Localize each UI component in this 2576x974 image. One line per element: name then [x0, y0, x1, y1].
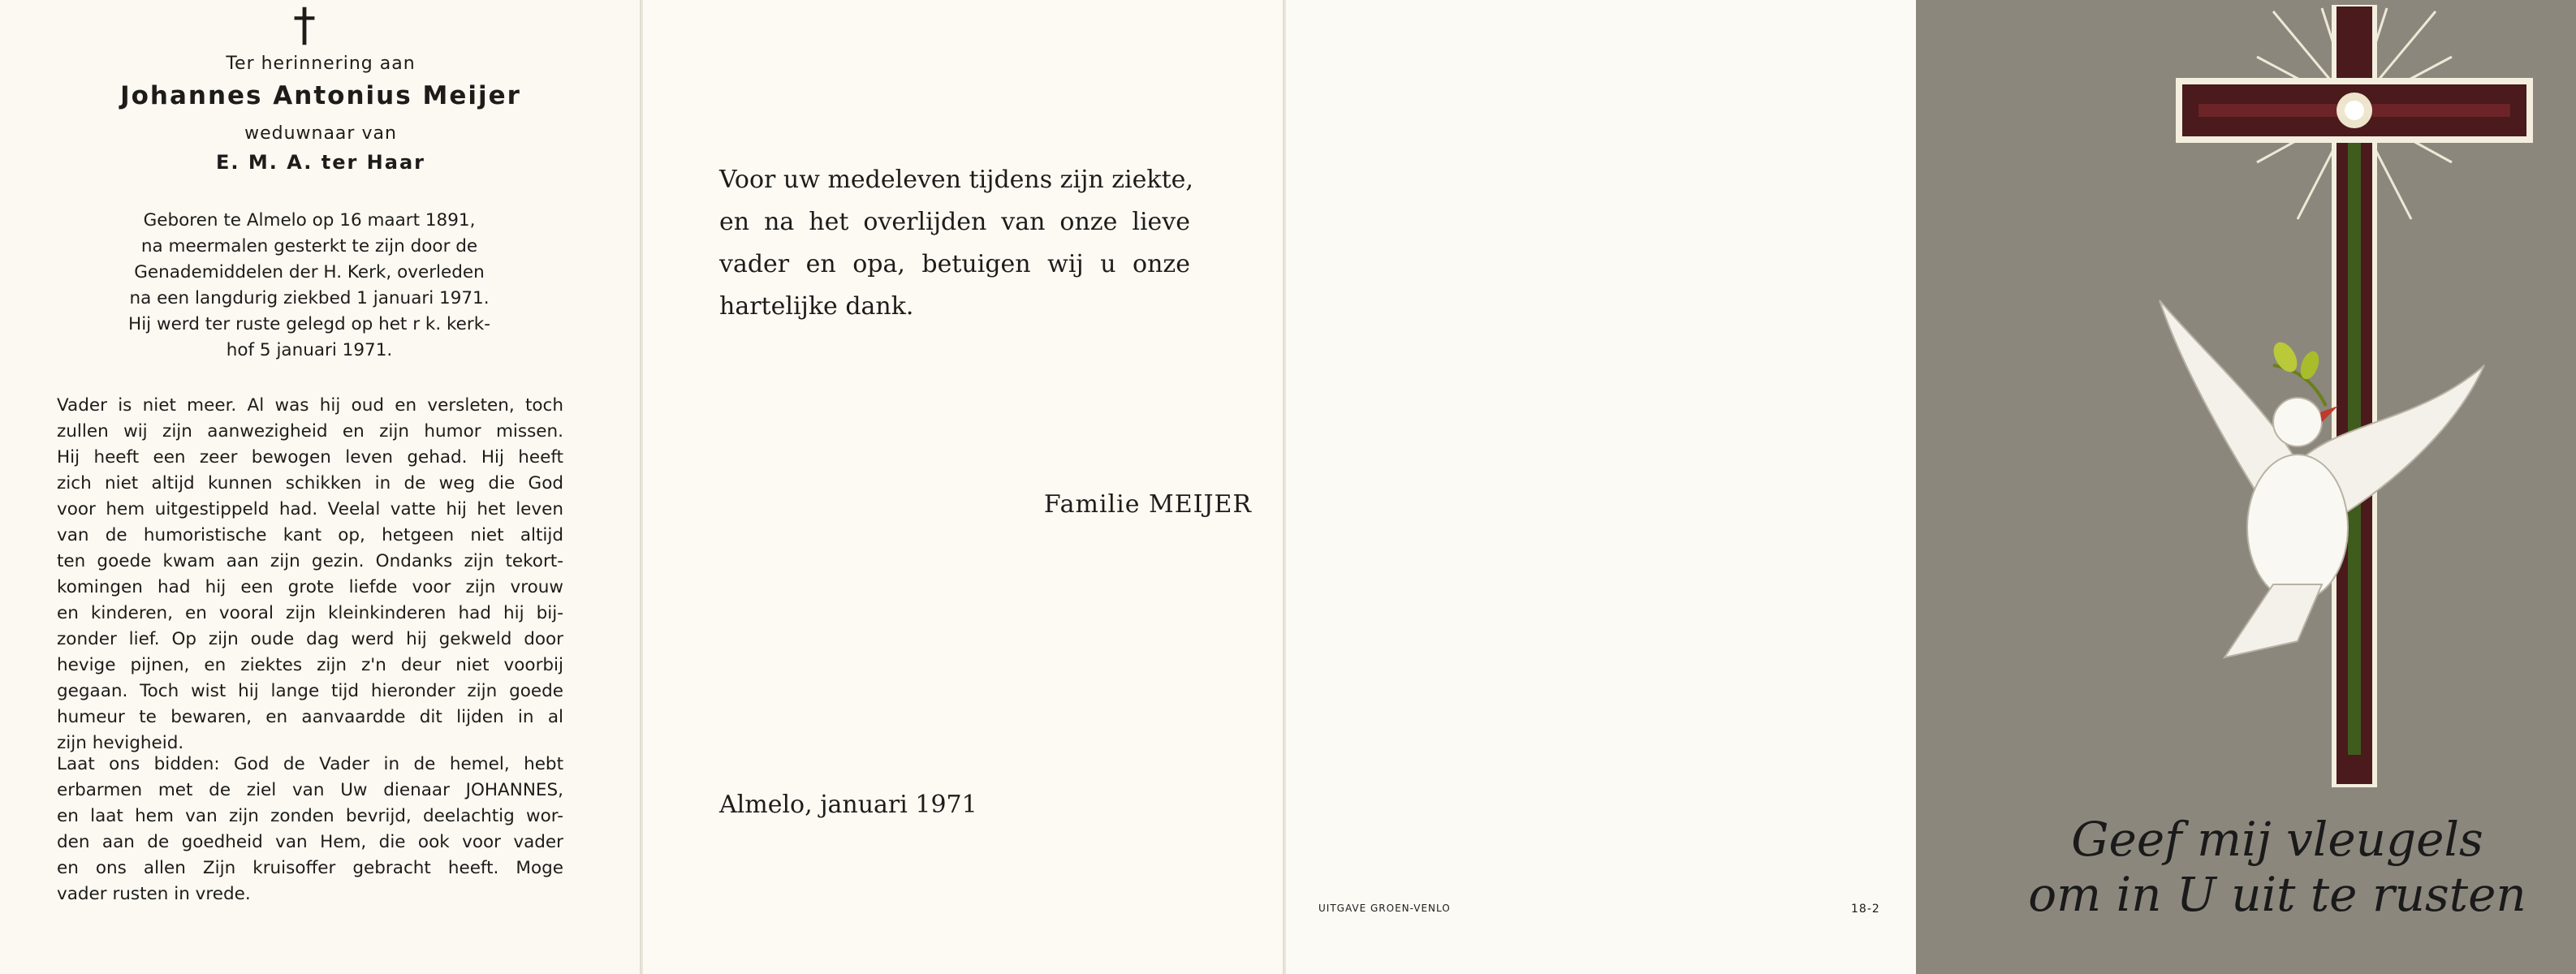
thank-you-panel [643, 0, 1284, 974]
bio-line: hof 5 januari 1971. [226, 340, 393, 360]
bio-line: Geboren te Almelo op 16 maart 1891, [143, 210, 476, 231]
biography [112, 208, 507, 364]
bio-line: Hij werd ter ruste gelegd op het r k. kerk- [128, 314, 490, 334]
prayer-paragraph [57, 752, 563, 907]
bio-line: Genademiddelen der H. Kerk, overleden [134, 262, 485, 282]
card-code: 18-2 [1851, 903, 1880, 916]
family-signature: Familie MEIJER [1043, 490, 1252, 519]
deceased-name: Johannes Antonius Meijer [120, 81, 521, 110]
paragraph-line: gegaan. Toch wist hij lange tijd hieronder zijn goede [57, 681, 563, 701]
thanks-line: hartelijke dank. [719, 292, 914, 321]
prayer-line: erbarmen met de ziel van Uw dienaar JOHANNES, [57, 780, 563, 800]
publisher-imprint: UITGAVE GROEN-VENLO [1318, 903, 1451, 914]
paragraph-line: Hij heeft een zeer bewogen leven gehad. Hij heeft [57, 447, 563, 468]
bio-line: na meermalen gesterkt te zijn door de [140, 236, 478, 256]
dove-icon [2160, 300, 2484, 657]
prayer-line: vader rusten in vrede. [57, 884, 251, 904]
thanks-line: Voor uw medeleven tijdens zijn ziekte, [719, 166, 1193, 194]
place-date: Almelo, januari 1971 [719, 791, 977, 819]
paragraph-line: en kinderen, en vooral zijn kleinkinderen had hij bij- [57, 603, 563, 623]
cover-motto [2013, 812, 2541, 922]
thank-you-text [719, 159, 1193, 328]
paragraph-line: zullen wij zijn aanwezigheid en zijn humor missen. [57, 421, 563, 442]
paragraph-line: ten goede kwam aan zijn gezin. Ondanks zijn tekort- [57, 551, 563, 571]
motto-line: om in U uit te rusten [2028, 867, 2526, 922]
paragraph-line: voor hem uitgestippeld had. Veelal vatte hij het leven [57, 499, 563, 519]
thanks-line: en na het overlijden van onze lieve [719, 208, 1190, 236]
paragraph-line: hevige pijnen, en ziektes zijn z'n deur niet voorbij [57, 655, 563, 675]
motto-line: Geef mij vleugels [2071, 812, 2483, 867]
blank-panel [1286, 0, 1916, 974]
prayer-line: den aan de goedheid van Hem, die ook voor vader [57, 832, 563, 852]
paragraph-line: van de humoristische kant op, hetgeen niet altijd [57, 525, 563, 545]
prayer-line: Laat ons bidden: God de Vader in de hemel, hebt [57, 754, 563, 774]
paragraph-line: humeur te bewaren, en aanvaardde dit lijden in al [57, 707, 563, 727]
cross-icon: † [293, 0, 316, 52]
paragraph-line: zijn hevigheid. [57, 733, 184, 753]
paragraph-line: zonder lief. Op zijn oude dag werd hij gekweld door [57, 629, 563, 649]
widower-line: weduwnaar van [244, 123, 397, 144]
intro-line: Ter herinnering aan [226, 54, 416, 74]
spouse-name: E. M. A. ter Haar [216, 151, 425, 174]
prayer-line: en laat hem van zijn zonden bevrijd, deelachtig wor- [57, 806, 563, 826]
thanks-line: vader en opa, betuigen wij u onze [719, 250, 1190, 278]
cover-panel [1916, 0, 2576, 974]
remembrance-paragraph [57, 393, 563, 756]
memorial-text-panel [0, 0, 641, 974]
paragraph-line: komingen had hij een grote liefde voor zijn vrouw [57, 577, 563, 597]
prayer-line: en ons allen Zijn kruisoffer gebracht heeft. Moge [57, 858, 563, 878]
paragraph-line: zich niet altijd kunnen schikken in de weg die God [57, 473, 563, 493]
paragraph-line: Vader is niet meer. Al was hij oud en versleten, toch [57, 395, 563, 416]
bio-line: na een langdurig ziekbed 1 januari 1971. [129, 288, 490, 308]
